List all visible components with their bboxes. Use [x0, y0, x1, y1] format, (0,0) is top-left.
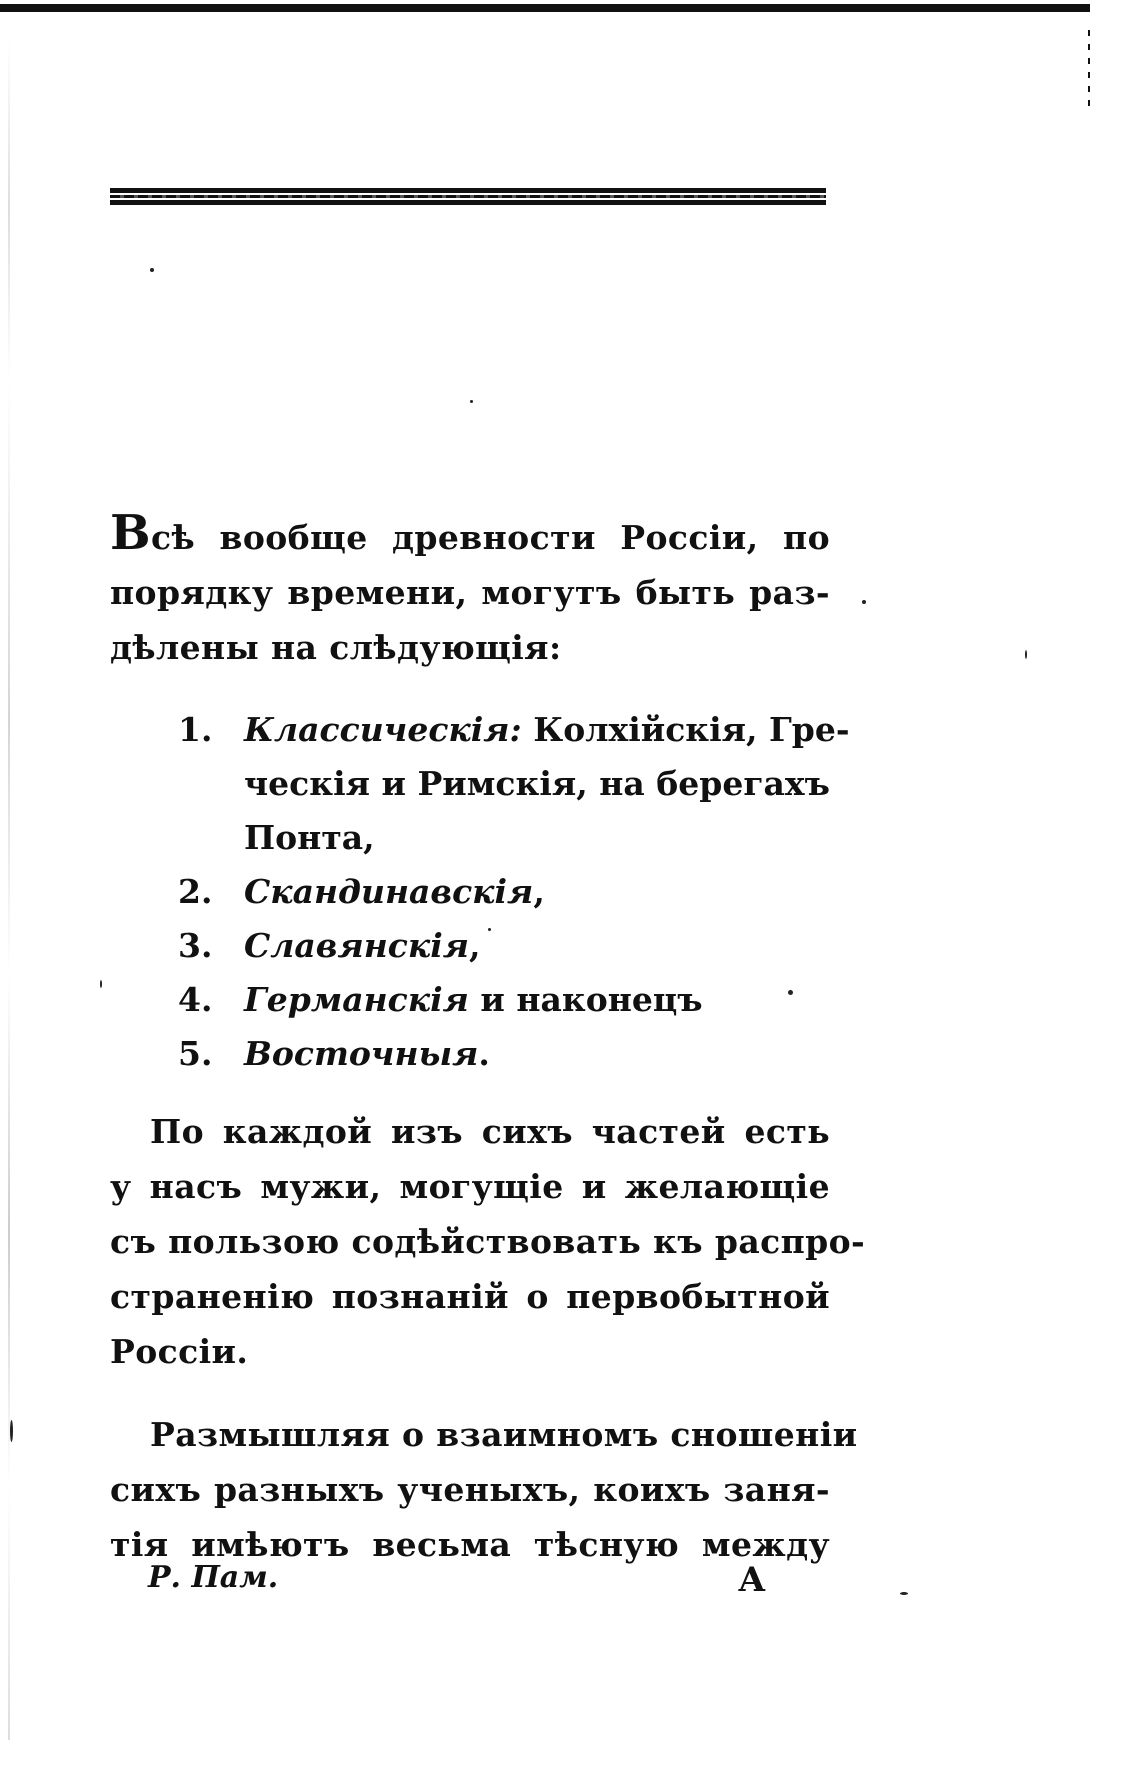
paragraph-scholars-line-4: страненію познаній о первобытной — [110, 1277, 830, 1316]
scan-speck — [488, 928, 491, 931]
paragraph-intro-line-3: дѣлены на слѣдующія: — [110, 628, 562, 667]
list-item — [178, 919, 838, 973]
list-item-number: 2. — [178, 872, 213, 911]
signature-letter: А — [738, 1560, 766, 1600]
paragraph-scholars — [110, 1104, 866, 1379]
drop-cap: В — [110, 505, 151, 561]
list-item-text: и наконецъ — [468, 980, 703, 1019]
scan-speck — [470, 400, 473, 403]
list-item-text: . — [478, 1034, 490, 1073]
list-item-term: Германскія — [244, 980, 469, 1019]
list-item-continuation: ческія и Римскія, на берегахъ — [244, 764, 830, 803]
paragraph-scholars-line-2: у насъ мужи, могущіе и желающіе — [110, 1167, 830, 1206]
list-item-text: , — [469, 926, 481, 965]
list-item — [178, 865, 838, 919]
paragraph-scholars-line-5: Россіи. — [110, 1332, 249, 1371]
scan-speck — [788, 990, 793, 995]
list-item-term: Скандинавскія — [244, 872, 534, 911]
paragraph-scholars-line-1: По каждой изъ сихъ частей есть — [150, 1112, 830, 1151]
scan-speck — [10, 1420, 13, 1442]
paragraph-intro — [110, 506, 830, 675]
top-border-rule — [0, 4, 1090, 12]
list-item-number: 3. — [178, 926, 213, 965]
scan-speck — [150, 268, 154, 272]
list-item-number: 5. — [178, 1034, 213, 1073]
scan-speck — [900, 1592, 908, 1595]
antiquities-list — [178, 703, 850, 1081]
scan-speck — [1025, 650, 1027, 659]
paragraph-scholars-line-3: съ пользою содѣйствовать къ распро- — [110, 1222, 866, 1261]
paragraph-intro-line-2: порядку времени, могутъ быть раз- — [110, 573, 830, 612]
scan-speck — [862, 600, 866, 604]
list-item — [178, 703, 850, 865]
list-item-number: 1. — [178, 710, 213, 749]
list-item-text: , — [533, 872, 545, 911]
scan-speck — [100, 980, 102, 988]
list-item-text: Колхійскія, Гре- — [521, 710, 850, 749]
paragraph-reflection — [110, 1407, 858, 1572]
signature-mark: Р. Пам. — [148, 1560, 279, 1595]
list-item-term: Славянскія — [244, 926, 470, 965]
list-item — [178, 973, 838, 1027]
list-item-number: 4. — [178, 980, 213, 1019]
paragraph-reflection-line-1: Размышляя о взаимномъ сношеніи — [150, 1415, 858, 1454]
list-item-continuation: Понта, — [244, 818, 375, 857]
page-left-edge — [8, 40, 10, 1740]
list-item — [178, 1027, 838, 1081]
paragraph-reflection-line-3: тія имѣютъ весьма тѣсную между — [110, 1525, 830, 1564]
list-item-term: Восточныя — [244, 1034, 479, 1073]
header-ornament-rule — [110, 188, 826, 206]
paragraph-intro-line-1: Всѣ вообще древности Россіи, по — [110, 505, 830, 561]
paragraph-reflection-line-2: сихъ разныхъ ученыхъ, коихъ заня- — [110, 1470, 830, 1509]
page-right-edge-marks — [1088, 30, 1090, 110]
list-item-term: Классическія: — [244, 710, 522, 749]
